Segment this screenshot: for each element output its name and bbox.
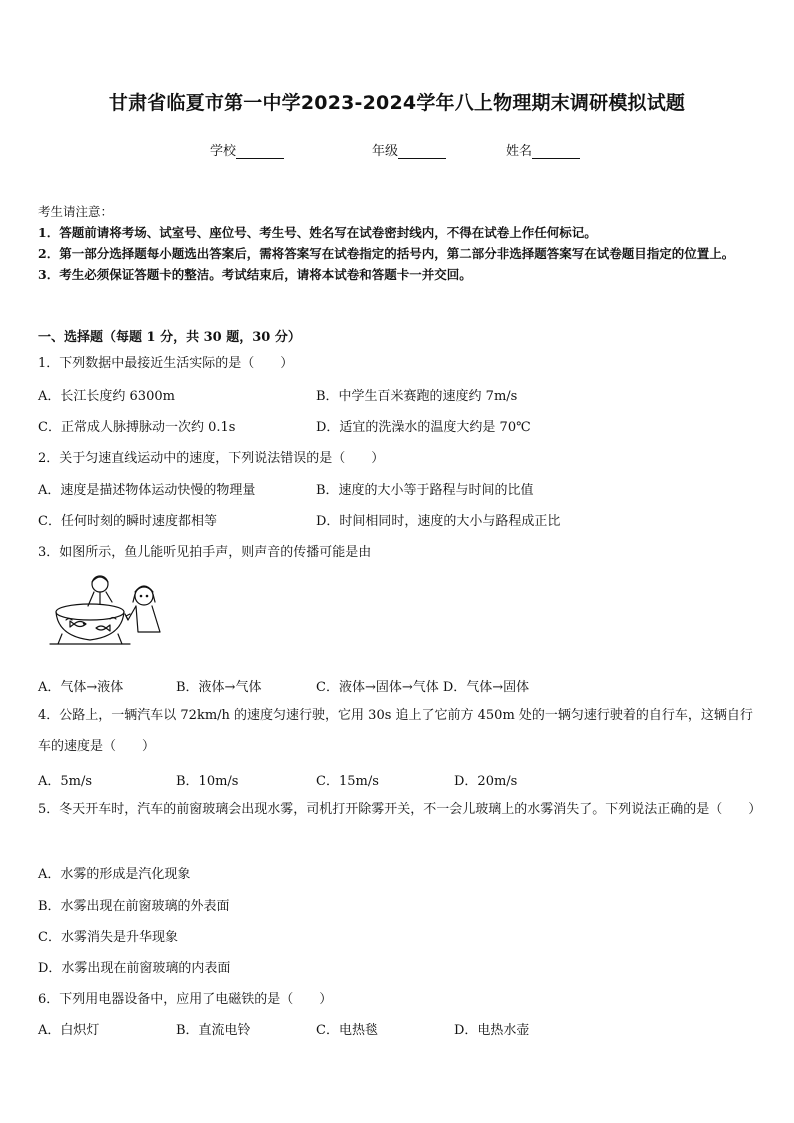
- question-3-option-a: A．气体→液体: [38, 680, 124, 695]
- grade-blank: [398, 144, 446, 159]
- fish-bowl-clapping-illustration: [40, 572, 170, 652]
- question-6-option-b: B．直流电铃: [176, 1023, 251, 1038]
- question-2-option-d: D．时间相同时，速度的大小与路程成正比: [316, 514, 561, 529]
- question-6-stem: 6．下列用电器设备中，应用了电磁铁的是（ ）: [38, 992, 333, 1007]
- question-6-option-a: A．白炽灯: [38, 1023, 100, 1038]
- name-field: [506, 140, 580, 159]
- notice-item: 2．第一部分选择题每小题选出答案后，需将答案写在试卷指定的括号内，第二部分非选择题答案写在试卷题目指定的位置上。: [38, 246, 735, 261]
- grade-field: [372, 140, 446, 159]
- question-3-option-b: B．液体→气体: [176, 680, 262, 695]
- question-5-option-a: A．水雾的形成是汽化现象: [38, 867, 191, 882]
- name-blank: [532, 144, 580, 159]
- question-2-option-c: C．任何时刻的瞬时速度都相等: [38, 514, 217, 529]
- question-2-option-a: A．速度是描述物体运动快慢的物理量: [38, 483, 256, 498]
- question-6-option-c: C．电热毯: [316, 1023, 378, 1038]
- question-5-option-c: C．水雾消失是升华现象: [38, 930, 178, 945]
- question-4-stem: 4．公路上，一辆汽车以 72km/h 的速度匀速行驶，它用 30s 追上了它前方 450m 处的一辆匀速行驶着的自行车，这辆自行车的速度是（ ）: [38, 708, 753, 754]
- section-heading: 一、选择题（每题 1 分，共 30 题，30 分）: [38, 330, 301, 345]
- question-1-option-d: D．适宜的洗澡水的温度大约是 70℃: [316, 420, 531, 435]
- question-5-option-d: D．水雾出现在前窗玻璃的内表面: [38, 961, 231, 976]
- exam-notice: [38, 201, 763, 285]
- question-4-option-d: D．20m/s: [454, 774, 518, 789]
- grade-label: 年级: [372, 144, 399, 159]
- name-label: 姓名: [506, 144, 533, 159]
- question-1-option-a: A．长江长度约 6300m: [38, 389, 175, 404]
- question-1-option-b: B．中学生百米赛跑的速度约 7m/s: [316, 389, 518, 404]
- question-4-option-c: C．15m/s: [316, 774, 379, 789]
- question-4-option-b: B．10m/s: [176, 774, 239, 789]
- question-1-option-c: C．正常成人脉搏脉动一次约 0.1s: [38, 420, 236, 435]
- notice-heading: 考生请注意：: [38, 204, 114, 219]
- question-2-stem: 2．关于匀速直线运动中的速度，下列说法错误的是（ ）: [38, 451, 385, 466]
- school-blank: [236, 144, 284, 159]
- notice-item: 1．答题前请将考场、试室号、座位号、考生号、姓名写在试卷密封线内，不得在试卷上作任何标记。: [38, 225, 597, 240]
- question-3-option-cd: C．液体→固体→气体 D．气体→固体: [316, 680, 530, 695]
- question-4-option-a: A．5m/s: [38, 774, 93, 789]
- question-1-stem: 1．下列数据中最接近生活实际的是（ ）: [38, 356, 294, 371]
- question-5-option-b: B．水雾出现在前窗玻璃的外表面: [38, 899, 230, 914]
- question-3-stem: 3．如图所示，鱼儿能听见拍手声，则声音的传播可能是由: [38, 545, 372, 560]
- question-6-option-d: D．电热水壶: [454, 1023, 530, 1038]
- school-field: [210, 140, 284, 159]
- page-title: 甘肃省临夏市第一中学2023-2024学年八上物理期末调研模拟试题: [108, 92, 686, 114]
- school-label: 学校: [210, 144, 237, 159]
- question-5-stem: 5．冬天开车时，汽车的前窗玻璃会出现水雾，司机打开除雾开关，不一会儿玻璃上的水雾消失了。下列说法正确的是（ ）: [38, 802, 762, 817]
- notice-item: 3．考生必须保证答题卡的整洁。考试结束后，请将本试卷和答题卡一并交回。: [38, 267, 472, 282]
- question-2-option-b: B．速度的大小等于路程与时间的比值: [316, 483, 534, 498]
